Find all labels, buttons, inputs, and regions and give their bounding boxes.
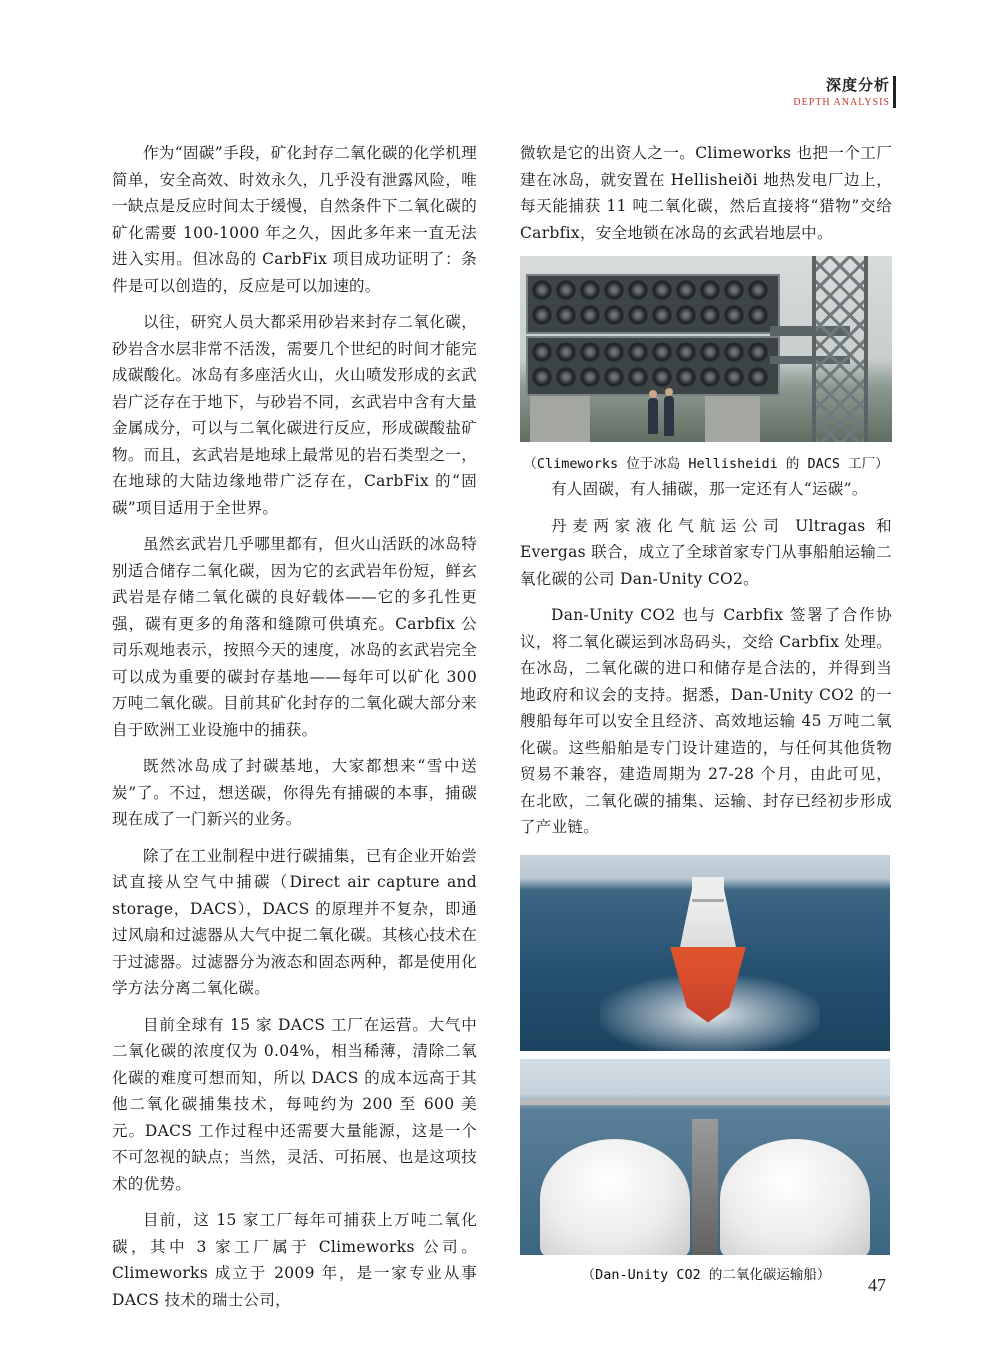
page-number: 47 <box>868 1275 886 1295</box>
fan-icon <box>700 342 720 362</box>
fan-icon <box>676 367 696 387</box>
fan-icon <box>580 280 600 300</box>
photo-caption: （Climeworks 位于冰岛 Hellisheidi 的 DACS 工厂） <box>523 456 889 472</box>
fan-icon <box>652 342 672 362</box>
concrete-base <box>705 396 760 442</box>
fan-icon <box>604 280 624 300</box>
fan-icon <box>652 367 672 387</box>
fan-icon <box>532 342 552 362</box>
fan-icon <box>700 367 720 387</box>
section-title-en: DEPTH ANALYSIS <box>793 97 890 108</box>
header-divider-bar <box>893 76 896 108</box>
fan-array-lower <box>526 336 780 396</box>
paragraph: 除了在工业制程中进行碳捕集，已有企业开始尝试直接从空气中捕碳（Direct air capture and storage，DACS），DACS 的原理并不复杂，即通过风扇和过滤器从大气中捉二氧化碳。其核心技术在于过滤器。过滤器分为液态和固态两种，都是使用化学方法分离二氧化碳。 <box>112 846 477 997</box>
paragraph: 既然冰岛成了封碳基地，大家都想来“雪中送炭”了。不过，想送碳，你得先有捕碳的本事，捕碳现在成了一门新兴的业务。 <box>112 757 477 828</box>
person <box>664 396 674 436</box>
paragraph: 目前全球有 15 家 DACS 工厂在运营。大气中二氧化碳的浓度仅为 0.04%，相当稀薄，清除二氧化碳的难度可想而知，所以 DACS 的成本远高于其他二氧化碳捕集技术，每吨约为 200 至 600 美元。DACS 工作过程中还需要大量能源，这是一个不可忽视的缺点；当然，灵活、可拓展、也是这项技术的优势。 <box>112 1015 477 1193</box>
fan-icon <box>724 342 744 362</box>
fan-icon <box>700 305 720 325</box>
fan-icon <box>724 305 744 325</box>
fan-icon <box>628 342 648 362</box>
fan-icon <box>748 305 768 325</box>
fan-icon <box>676 280 696 300</box>
paragraph: 作为“固碳”手段，矿化封存二氧化碳的化学机理简单，安全高效、时效永久，几乎没有泄露风险，唯一缺点是反应时间太于缓慢，自然条件下二氧化碳的矿化需要 100-1000 年之久，因此多年来一直无法进入实用。但冰岛的 CarbFix 项目成功证明了：条件是可以创造的，反应是可以加速的。 <box>112 144 477 295</box>
fan-icon <box>628 367 648 387</box>
fan-icon <box>556 367 576 387</box>
co2-tank-right <box>720 1139 870 1255</box>
fan-icon <box>556 342 576 362</box>
ship-bow-photo <box>520 855 890 1051</box>
fan-icon <box>676 342 696 362</box>
deck-rail <box>520 1099 890 1105</box>
fan-icon <box>748 280 768 300</box>
fan-icon <box>748 367 768 387</box>
fan-icon <box>676 305 696 325</box>
paragraph: 有人固碳，有人捕碳，那一定还有人“运碳”。 <box>551 480 868 498</box>
fan-icon <box>532 280 552 300</box>
fan-icon <box>604 342 624 362</box>
concrete-base <box>530 396 590 442</box>
fan-icon <box>604 367 624 387</box>
fan-array-upper <box>526 274 780 334</box>
paragraph: 丹麦两家液化气航运公司 Ultragas 和 Evergas 联合，成立了全球首家专门从事船舶运输二氧化碳的公司 Dan-Unity CO2。 <box>520 516 892 588</box>
fan-icon <box>580 305 600 325</box>
left-column <box>112 140 477 1323</box>
ship-tanks-photo <box>520 1059 890 1255</box>
fan-icon <box>652 305 672 325</box>
steel-tower <box>812 256 868 442</box>
fan-icon <box>556 280 576 300</box>
co2-tank-left <box>540 1139 690 1255</box>
paragraph: 虽然玄武岩几乎哪里都有，但火山活跃的冰岛特别适合储存二氧化碳，因为它的玄武岩年份短，鲜玄武岩是存储二氧化碳的良好载体——它的多孔性更强，碳有更多的角落和缝隙可供填充。Carbfix 公司乐观地表示，按照今天的速度，冰岛的玄武岩完全可以成为重要的碳封存基地——每年可以矿化 300 万吨二氧化碳。目前其矿化封存的二氧化碳大部分来自于欧洲工业设施中的捕获。 <box>112 535 477 739</box>
fan-icon <box>652 280 672 300</box>
ship-bridge <box>692 877 724 902</box>
fan-icon <box>628 280 648 300</box>
fan-icon <box>700 280 720 300</box>
paragraph: Dan-Unity CO2 也与 Carbfix 签署了合作协议，将二氧化碳运到冰岛码头，交给 Carbfix 处理。在冰岛，二氧化碳的进口和储存是合法的，并得到当地政府和议会的支持。据悉，Dan-Unity CO2 的一艘船每年可以安全且经济、高效地运输 45 万吨二氧化碳。这些船舶是专门设计建造的，与任何其他货物贸易不兼容，建造周期为 27-28 个月，由此可见，在北欧，二氧化碳的捕集、运输、封存已经初步形成了产业链。 <box>520 606 892 836</box>
paragraph: 以往，研究人员大都采用砂岩来封存二氧化碳，砂岩含水层非常不活泼，需要几个世纪的时间才能完成碳酸化。冰岛有多座活火山，火山喷发形成的玄武岩广泛存在于地下，与砂岩不同，玄武岩中含有大量金属成分，可以与二氧化碳进行反应，形成碳酸盐矿物。而且，玄武岩是地球上最常见的岩石类型之一，在地球的大陆边缘地带广泛存在，CarbFix 的“固碳”项目适用于全世界。 <box>112 313 477 517</box>
right-column <box>520 140 892 1287</box>
fan-icon <box>532 305 552 325</box>
section-header <box>793 74 890 108</box>
paragraph: 微软是它的出资人之一。Climeworks 也把一个工厂建在冰岛，就安置在 Hellisheiði 地热发电厂边上，每天能捕获 11 吨二氧化碳，然后直接将“猎物”交给 Carbfix，安全地锁在冰岛的玄武岩地层中。 <box>520 144 892 242</box>
fan-icon <box>628 305 648 325</box>
deck-walkway <box>692 1119 718 1255</box>
fan-icon <box>724 367 744 387</box>
fan-icon <box>556 305 576 325</box>
fan-icon <box>580 367 600 387</box>
fan-icon <box>532 367 552 387</box>
fan-icon <box>580 342 600 362</box>
photo-caption: （Dan-Unity CO2 的二氧化碳运输船） <box>581 1266 831 1283</box>
fan-icon <box>724 280 744 300</box>
fan-icon <box>748 342 768 362</box>
section-title-cn: 深度分析 <box>825 76 890 94</box>
fan-icon <box>604 305 624 325</box>
person <box>648 398 658 434</box>
dacs-plant-photo <box>520 256 892 442</box>
paragraph: 目前，这 15 家工厂每年可捕获上万吨二氧化碳，其中 3 家工厂属于 Climeworks 公司。Climeworks 成立于 2009 年，是一家专业从事 DACS 技术的瑞士公司， <box>112 1211 477 1309</box>
